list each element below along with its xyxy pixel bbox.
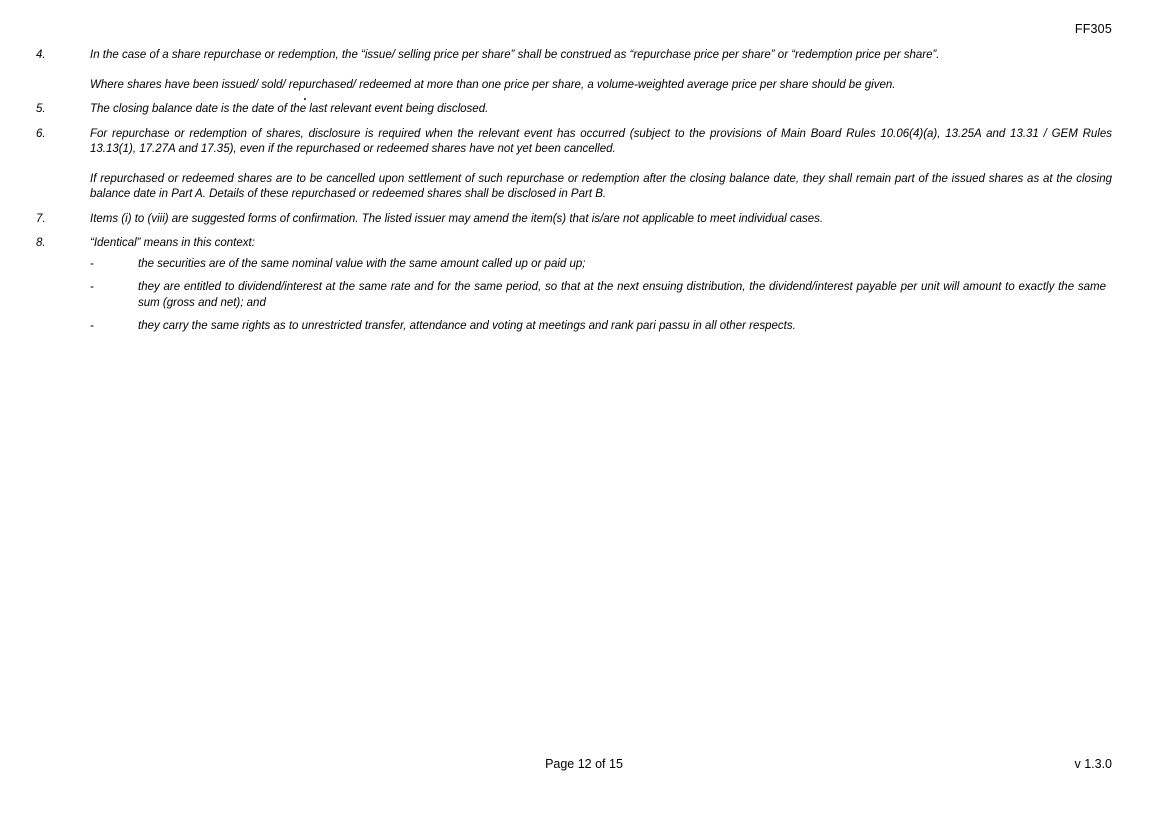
note-paragraph: The closing balance date is the date of the last relevant event being disclosed. — [90, 103, 489, 115]
note-item — [36, 127, 1112, 203]
page-footer — [0, 757, 1168, 773]
note-bullet-list — [90, 257, 1112, 335]
note-body — [90, 127, 1112, 203]
bullet-dash: - — [90, 281, 94, 293]
note-paragraph: If repurchased or redeemed shares are to be cancelled upon settlement of such repurchase or redemption after the closing balance date, they shall remain part of the issued shares as at the closing balance date in Part A. Details of these repurchased or redeemed shares shall be disclosed in Part B. — [90, 172, 1112, 200]
note-paragraph: In the case of a share repurchase or redemption, the “issue/ selling price per share” shall be construed as “repurchase price per share” or “redemption price per share”. — [90, 49, 940, 61]
note-number: 5. — [36, 103, 46, 115]
version-label: v 1.3.0 — [1074, 757, 1112, 771]
note-item — [36, 212, 1112, 228]
note-number: 7. — [36, 212, 46, 225]
notes-list — [36, 48, 1112, 352]
list-item — [90, 319, 1112, 335]
note-paragraph: Items (i) to (viii) are suggested forms of confirmation. The listed issuer may amend the item(s) that is/are not applicable to meet individual cases. — [90, 212, 824, 225]
page-number: Page 12 of 15 — [545, 757, 623, 771]
note-number: 8. — [36, 237, 46, 249]
bullet-dash: - — [90, 320, 94, 332]
note-number: 6. — [36, 127, 46, 140]
form-code: FF305 — [1074, 22, 1112, 36]
list-item — [90, 280, 1112, 311]
bullet-text: they are entitled to dividend/interest at the same rate and for the same period, so that at the next ensuing distribution, the dividend/interest payable per unit will amount to exactly the same sum (gross and net); and — [138, 281, 1106, 309]
bullet-dash: - — [90, 257, 94, 270]
note-body — [90, 212, 1112, 228]
note-item — [36, 236, 1112, 343]
note-body — [90, 102, 1112, 118]
bullet-text: the securities are of the same nominal value with the same amount called up or paid up; — [138, 257, 586, 270]
note-paragraph: Where shares have been issued/ sold/ repurchased/ redeemed at more than one price per share, a volume-weighted average price per share should be given. — [90, 78, 896, 91]
note-paragraph: For repurchase or redemption of shares, disclosure is required when the relevant event has occurred (subject to the provisions of Main Board Rules 10.06(4)(a), 13.25A and 13.31 / GEM Rules 13.13(1), 17.27A and 17.35), even if the repurchased or redeemed shares have not yet been cancelled. — [90, 127, 1112, 155]
note-item — [36, 102, 1112, 118]
list-item — [90, 257, 1112, 273]
note-body — [90, 48, 1112, 93]
stray-mark — [304, 98, 306, 100]
bullet-text: they carry the same rights as to unrestricted transfer, attendance and voting at meetings and rank pari passu in all other respects. — [138, 320, 796, 332]
note-item — [36, 48, 1112, 93]
note-number: 4. — [36, 49, 46, 61]
note-paragraph: “Identical” means in this context: — [90, 237, 255, 249]
note-body — [90, 236, 1112, 343]
